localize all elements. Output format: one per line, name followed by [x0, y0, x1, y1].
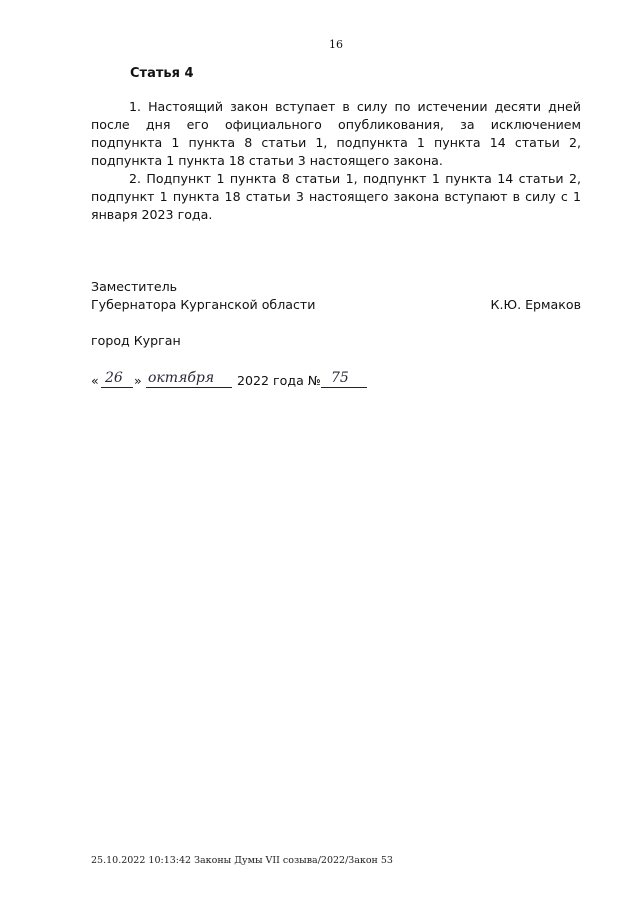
signature-block — [91, 278, 581, 314]
footer-stamp: 25.10.2022 10:13:42 Законы Думы VII созыва/2022/Закон 53 — [91, 855, 393, 866]
handwritten-day: 26 — [105, 370, 123, 386]
date-open-quote: « — [91, 373, 99, 388]
signatory-title-line2: Губернатора Курганской области — [91, 297, 316, 312]
signatory-title-line1: Заместитель — [91, 279, 178, 294]
paragraph-2: 2. Подпункт 1 пункта 8 статьи 1, подпункт 1 пункта 14 статьи 2, подпункт 1 пункта 18 статьи 3 настоящего закона вступают в силу с 1 января 2023 года. — [91, 171, 581, 222]
handwritten-month: октября — [148, 370, 215, 386]
paragraph-1: 1. Настоящий закон вступает в силу по истечении десяти дней после дня его официального опубликования, за исключением подпункта 1 пункта 8 статьи 1, подпункта 1 пункта 14 статьи 2, подпункта 1 пункта 18 статьи 3 настоящего закона. — [91, 99, 581, 168]
signatory-name: К.Ю. Ермаков — [490, 297, 581, 312]
page-number: 16 — [329, 38, 343, 51]
article-body — [91, 98, 581, 224]
handwritten-number: 75 — [331, 370, 349, 386]
date-year-text: 2022 года № — [237, 373, 321, 388]
date-line — [91, 366, 391, 390]
article-heading: Статья 4 — [130, 66, 194, 81]
city: город Курган — [91, 333, 181, 348]
date-close-quote: » — [134, 373, 142, 388]
signatory-row — [91, 296, 581, 314]
